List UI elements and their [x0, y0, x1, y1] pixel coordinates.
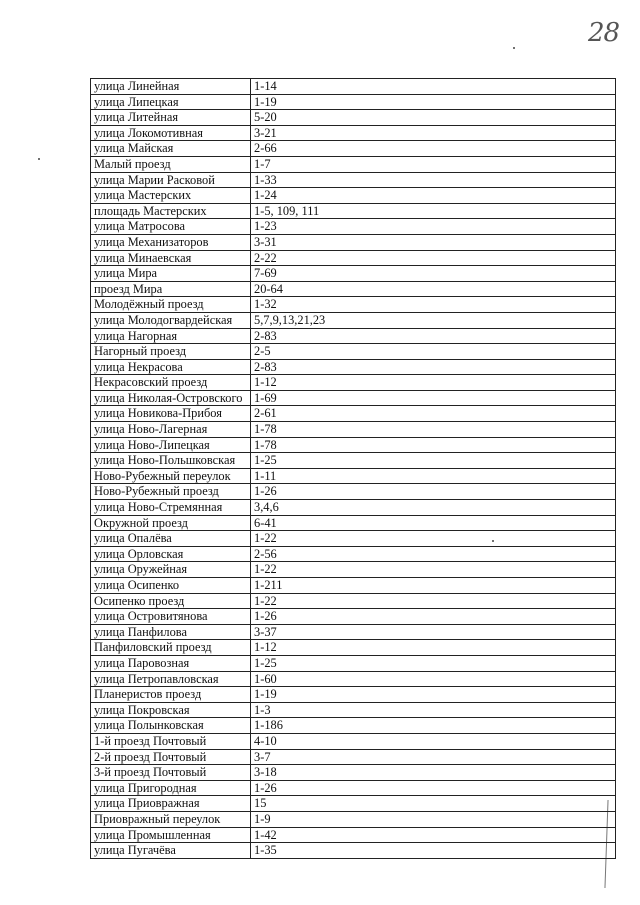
street-name-cell: улица Липецкая	[91, 94, 251, 110]
table-row	[91, 562, 616, 578]
table-row	[91, 827, 616, 843]
address-table	[90, 78, 616, 859]
house-numbers-cell: 1-19	[251, 94, 616, 110]
house-numbers-cell: 1-60	[251, 671, 616, 687]
street-name-cell: улица Покровская	[91, 702, 251, 718]
table-row	[91, 843, 616, 859]
table-row	[91, 811, 616, 827]
house-numbers-cell: 2-66	[251, 141, 616, 157]
street-name-cell: улица Оружейная	[91, 562, 251, 578]
house-numbers-cell: 2-83	[251, 328, 616, 344]
table-row	[91, 172, 616, 188]
table-row	[91, 437, 616, 453]
house-numbers-cell: 1-11	[251, 468, 616, 484]
street-name-cell: Некрасовский проезд	[91, 375, 251, 391]
house-numbers-cell: 4-10	[251, 733, 616, 749]
table-row	[91, 500, 616, 516]
street-name-cell: 1-й проезд Почтовый	[91, 733, 251, 749]
house-numbers-cell: 3-7	[251, 749, 616, 765]
street-name-cell: улица Паровозная	[91, 655, 251, 671]
street-name-cell: улица Некрасова	[91, 359, 251, 375]
table-row	[91, 297, 616, 313]
house-numbers-cell: 2-83	[251, 359, 616, 375]
house-numbers-cell: 2-22	[251, 250, 616, 266]
table-row	[91, 687, 616, 703]
street-name-cell: улица Ново-Лагерная	[91, 422, 251, 438]
table-row	[91, 188, 616, 204]
table-row	[91, 141, 616, 157]
street-name-cell: 3-й проезд Почтовый	[91, 765, 251, 781]
house-numbers-cell: 1-3	[251, 702, 616, 718]
house-numbers-cell: 5,7,9,13,21,23	[251, 312, 616, 328]
table-row	[91, 593, 616, 609]
house-numbers-cell: 1-78	[251, 422, 616, 438]
table-row	[91, 219, 616, 235]
table-row	[91, 718, 616, 734]
house-numbers-cell: 1-26	[251, 780, 616, 796]
street-name-cell: улица Николая-Островского	[91, 390, 251, 406]
house-numbers-cell: 1-32	[251, 297, 616, 313]
street-name-cell: улица Локомотивная	[91, 125, 251, 141]
house-numbers-cell: 3-21	[251, 125, 616, 141]
house-numbers-cell: 1-211	[251, 578, 616, 594]
house-numbers-cell: 15	[251, 796, 616, 812]
street-name-cell: улица Новикова-Прибоя	[91, 406, 251, 422]
house-numbers-cell: 1-42	[251, 827, 616, 843]
table-row	[91, 609, 616, 625]
street-name-cell: улица Мира	[91, 266, 251, 282]
street-name-cell: улица Ново-Польшковская	[91, 453, 251, 469]
street-name-cell: улица Орловская	[91, 546, 251, 562]
street-name-cell: Молодёжный проезд	[91, 297, 251, 313]
table-row	[91, 125, 616, 141]
house-numbers-cell: 7-69	[251, 266, 616, 282]
table-row	[91, 422, 616, 438]
street-name-cell: Осипенко проезд	[91, 593, 251, 609]
table-row	[91, 578, 616, 594]
house-numbers-cell: 1-9	[251, 811, 616, 827]
house-numbers-cell: 1-5, 109, 111	[251, 203, 616, 219]
table-row	[91, 702, 616, 718]
house-numbers-cell: 2-5	[251, 344, 616, 360]
street-name-cell: улица Опалёва	[91, 531, 251, 547]
table-row	[91, 281, 616, 297]
street-name-cell: Ново-Рубежный проезд	[91, 484, 251, 500]
table-row	[91, 749, 616, 765]
street-name-cell: проезд Мира	[91, 281, 251, 297]
street-name-cell: улица Панфилова	[91, 624, 251, 640]
house-numbers-cell: 2-56	[251, 546, 616, 562]
street-name-cell: улица Молодогвардейская	[91, 312, 251, 328]
house-numbers-cell: 1-19	[251, 687, 616, 703]
house-numbers-cell: 1-14	[251, 79, 616, 95]
street-name-cell: улица Литейная	[91, 110, 251, 126]
table-row	[91, 453, 616, 469]
house-numbers-cell: 1-25	[251, 453, 616, 469]
table-row	[91, 624, 616, 640]
table-row	[91, 344, 616, 360]
street-name-cell: улица Матросова	[91, 219, 251, 235]
scan-speck	[38, 158, 40, 160]
table-row	[91, 780, 616, 796]
street-name-cell: улица Механизаторов	[91, 234, 251, 250]
street-name-cell: улица Приовражная	[91, 796, 251, 812]
house-numbers-cell: 20-64	[251, 281, 616, 297]
street-name-cell: улица Мастерских	[91, 188, 251, 204]
table-row	[91, 156, 616, 172]
table-row	[91, 79, 616, 95]
street-name-cell: улица Минаевская	[91, 250, 251, 266]
table-row	[91, 546, 616, 562]
table-row	[91, 468, 616, 484]
house-numbers-cell: 1-26	[251, 484, 616, 500]
table-row	[91, 359, 616, 375]
table-row	[91, 390, 616, 406]
street-name-cell: улица Линейная	[91, 79, 251, 95]
table-row	[91, 406, 616, 422]
street-name-cell: Окружной проезд	[91, 515, 251, 531]
scan-speck	[513, 47, 515, 49]
table-row	[91, 110, 616, 126]
house-numbers-cell: 1-12	[251, 640, 616, 656]
street-name-cell: улица Ново-Стремянная	[91, 500, 251, 516]
house-numbers-cell: 6-41	[251, 515, 616, 531]
house-numbers-cell: 3-31	[251, 234, 616, 250]
street-name-cell: улица Промышленная	[91, 827, 251, 843]
house-numbers-cell: 3-18	[251, 765, 616, 781]
address-table-body	[91, 79, 616, 859]
street-name-cell: Приовражный переулок	[91, 811, 251, 827]
table-row	[91, 515, 616, 531]
house-numbers-cell: 1-22	[251, 593, 616, 609]
table-row	[91, 640, 616, 656]
table-row	[91, 375, 616, 391]
house-numbers-cell: 1-78	[251, 437, 616, 453]
street-name-cell: улица Островитянова	[91, 609, 251, 625]
house-numbers-cell: 1-35	[251, 843, 616, 859]
house-numbers-cell: 1-186	[251, 718, 616, 734]
street-name-cell: Планеристов проезд	[91, 687, 251, 703]
street-name-cell: улица Марии Расковой	[91, 172, 251, 188]
table-row	[91, 765, 616, 781]
table-row	[91, 328, 616, 344]
street-name-cell: улица Пугачёва	[91, 843, 251, 859]
house-numbers-cell: 1-22	[251, 562, 616, 578]
table-row	[91, 266, 616, 282]
house-numbers-cell: 5-20	[251, 110, 616, 126]
house-numbers-cell: 1-25	[251, 655, 616, 671]
street-name-cell: площадь Мастерских	[91, 203, 251, 219]
house-numbers-cell: 1-24	[251, 188, 616, 204]
street-name-cell: 2-й проезд Почтовый	[91, 749, 251, 765]
table-row	[91, 94, 616, 110]
house-numbers-cell: 1-69	[251, 390, 616, 406]
house-numbers-cell: 1-22	[251, 531, 616, 547]
table-row	[91, 234, 616, 250]
table-row	[91, 484, 616, 500]
street-name-cell: улица Ново-Липецкая	[91, 437, 251, 453]
table-row	[91, 796, 616, 812]
page-number: 28	[588, 18, 620, 48]
table-row	[91, 671, 616, 687]
house-numbers-cell: 1-26	[251, 609, 616, 625]
table-row	[91, 203, 616, 219]
table-row	[91, 655, 616, 671]
street-name-cell: Нагорный проезд	[91, 344, 251, 360]
house-numbers-cell: 3,4,6	[251, 500, 616, 516]
house-numbers-cell: 1-7	[251, 156, 616, 172]
street-name-cell: улица Полынковская	[91, 718, 251, 734]
house-numbers-cell: 1-33	[251, 172, 616, 188]
street-name-cell: улица Майская	[91, 141, 251, 157]
table-row	[91, 733, 616, 749]
street-name-cell: улица Петропавловская	[91, 671, 251, 687]
street-name-cell: Панфиловский проезд	[91, 640, 251, 656]
table-row	[91, 312, 616, 328]
street-name-cell: Ново-Рубежный переулок	[91, 468, 251, 484]
table-row	[91, 250, 616, 266]
street-name-cell: улица Пригородная	[91, 780, 251, 796]
house-numbers-cell: 1-23	[251, 219, 616, 235]
house-numbers-cell: 2-61	[251, 406, 616, 422]
street-name-cell: Малый проезд	[91, 156, 251, 172]
house-numbers-cell: 1-12	[251, 375, 616, 391]
street-name-cell: улица Нагорная	[91, 328, 251, 344]
table-row	[91, 531, 616, 547]
street-name-cell: улица Осипенко	[91, 578, 251, 594]
house-numbers-cell: 3-37	[251, 624, 616, 640]
